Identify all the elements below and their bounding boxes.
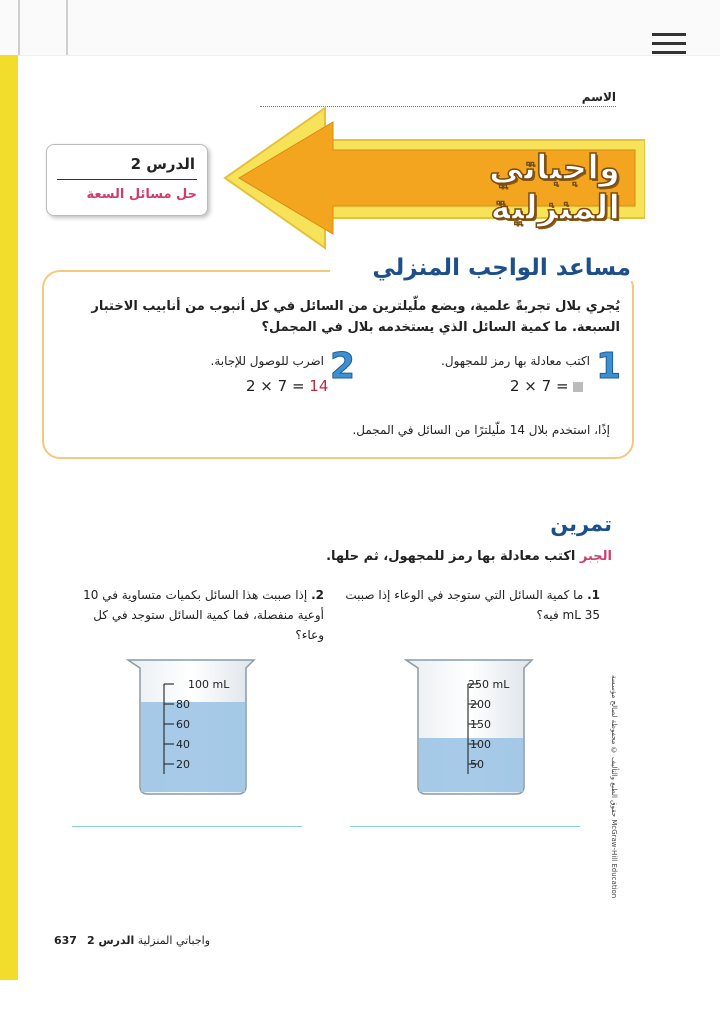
- beaker-2: [126, 656, 256, 796]
- footer-lesson: الدرس 2: [86, 934, 135, 947]
- question-1-number: 1.: [587, 588, 600, 602]
- step-2-answer: 14: [309, 377, 329, 395]
- beaker-2-top-label: 100 mL: [188, 678, 230, 691]
- page-edge-mark: [18, 0, 20, 55]
- question-2-number: 2.: [311, 588, 324, 602]
- beaker-1-mark-label: 100: [470, 738, 491, 751]
- question-2-text: إذا صببت هذا السائل بكميات متساوية في 10 أوعية منفصلة، فما كمية السائل ستوجد في كل وعاء؟: [83, 588, 324, 642]
- lesson-title: حل مسائل السعة: [86, 187, 197, 202]
- unknown-symbol: [573, 382, 583, 392]
- question-1: [340, 585, 600, 625]
- practice-instruction: [200, 549, 612, 564]
- beaker-2-liquid: [141, 702, 245, 792]
- page-footer: [54, 934, 214, 947]
- answer-line-2[interactable]: [72, 826, 302, 827]
- hamburger-menu-icon[interactable]: [652, 33, 686, 57]
- practice-title: تمرين: [550, 512, 612, 536]
- step-1-number: 1: [596, 346, 622, 387]
- beaker-2-mark-label: 20: [176, 758, 190, 771]
- side-stripe: [0, 55, 18, 980]
- step-2-equation: [246, 377, 328, 395]
- step-1-equation: [510, 377, 583, 395]
- beaker-1: [404, 656, 534, 796]
- beaker-1-mark-label: 150: [470, 718, 491, 731]
- footer-section: واجباتي المنزلية: [137, 934, 211, 947]
- question-1-text: ما كمية السائل التي ستوجد في الوعاء إذا صببت 35 mL فيه؟: [345, 588, 600, 622]
- beaker-1-top-label: 250 mL: [468, 678, 510, 691]
- helper-conclusion: إذًا، استخدم بلال 14 ملّيلترًا من السائل في المجمل.: [352, 423, 610, 437]
- beaker-1-mark-label: 200: [470, 698, 491, 711]
- instruction-text: اكتب معادلة بها رمز للمجهول، ثم حلها.: [326, 549, 576, 564]
- lesson-number: الدرس 2: [130, 155, 195, 173]
- helper-title: مساعد الواجب المنزلي: [330, 255, 637, 281]
- name-label: الاسم: [581, 90, 616, 104]
- top-bar: [0, 0, 720, 56]
- question-2: [80, 585, 324, 645]
- page-number: 637: [54, 934, 77, 947]
- beaker-2-mark-label: 60: [176, 718, 190, 731]
- step-2-text: اضرب للوصول للإجابة.: [210, 354, 324, 368]
- beaker-1-mark-label: 50: [470, 758, 484, 771]
- helper-problem: يُجري بلال تجربةً علمية، ويضع ملّيلترين من السائل في كل أنبوب من أنابيب الاختبار السبعة. ما كمية السائل الذي يستخدمه بلال في المجمل؟: [91, 299, 620, 335]
- algebra-tag: الجبر: [579, 549, 612, 564]
- banner-title: واجباتي المنزلية: [488, 148, 620, 228]
- beaker-2-mark-label: 40: [176, 738, 190, 751]
- lesson-card: [46, 144, 208, 216]
- step-1-equation-text: 2 × 7 =: [510, 377, 574, 395]
- beaker-2-mark-label: 80: [176, 698, 190, 711]
- copyright-credit: حقوق الطبع والتأليف © محفوظة لصالح مؤسسة McGraw-Hill Education: [610, 675, 618, 899]
- page-edge-mark: [66, 0, 68, 55]
- answer-line-1[interactable]: [350, 826, 580, 827]
- step-2-equation-text: 2 × 7 =: [246, 377, 310, 395]
- divider: [57, 179, 197, 180]
- step-2-number: 2: [330, 346, 356, 387]
- step-1-text: اكتب معادلة بها رمز للمجهول.: [441, 354, 590, 368]
